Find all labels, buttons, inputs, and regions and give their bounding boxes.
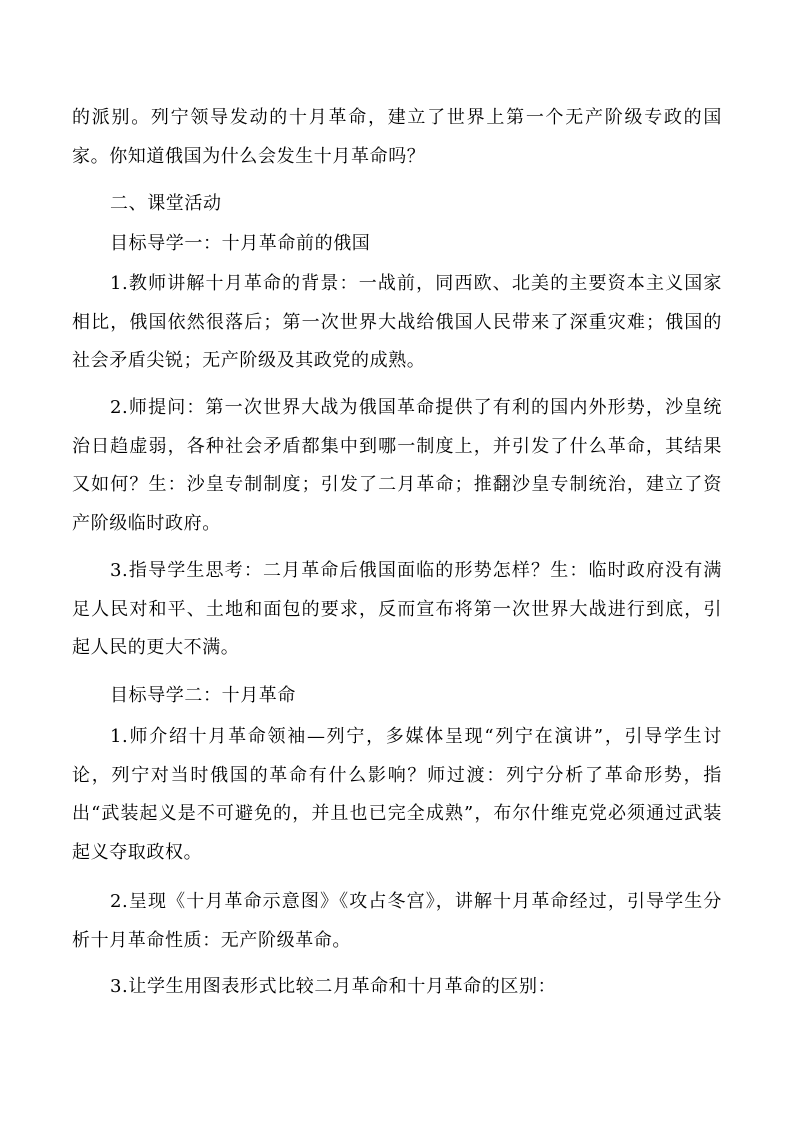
section-heading-text: 二、课堂活动	[110, 193, 222, 214]
goal-two-item-1-text: 1.师介绍十月革命领袖—列宁，多媒体呈现“列宁在演讲”，引导学生讨论，列宁对当时俄国的革命有什么影响？师过渡：列宁分析了革命形势，指出“武装起义是不可避免的，并且也已完全成熟”，布尔什维克党必须通过武装起义夺取政权。	[72, 726, 722, 863]
goal-two-title	[72, 677, 722, 716]
goal-one-title-text: 目标导学一：十月革命前的俄国	[110, 233, 371, 254]
goal-two-item-2	[72, 883, 722, 960]
goal-one-item-3-text: 3.指导学生思考：二月革命后俄国面临的形势怎样？生：临时政府没有满足人民对和平、土地和面包的要求，反而宣布将第一次世界大战进行到底，引起人民的更大不满。	[72, 560, 722, 658]
goal-one-item-3	[72, 552, 722, 668]
intro-text: 的派别。列宁领导发动的十月革命，建立了世界上第一个无产阶级专政的国家。你知道俄国为什么会发生十月革命吗？	[72, 107, 722, 167]
goal-two-item-3-text: 3.让学生用图表形式比较二月革命和十月革命的区别：	[110, 976, 557, 997]
goal-one-item-1-text: 1.教师讲解十月革命的背景：一战前，同西欧、北美的主要资本主义国家相比，俄国依然很落后；第一次世界大战给俄国人民带来了深重灾难；俄国的社会矛盾尖锐；无产阶级及其政党的成熟。	[72, 273, 722, 371]
goal-two-item-1	[72, 718, 722, 872]
goal-two-item-3	[72, 968, 722, 1007]
goal-two-title-text: 目标导学二：十月革命	[110, 685, 296, 706]
goal-one-item-2-text: 2.师提问：第一次世界大战为俄国革命提供了有利的国内外形势，沙皇统治日趋虚弱，各种社会矛盾都集中到哪一制度上，并引发了什么革命，其结果又如何？生：沙皇专制制度；引发了二月革命；推翻沙皇专制统治，建立了资产阶级临时政府。	[72, 397, 722, 534]
intro-paragraph	[72, 99, 722, 176]
goal-two-item-2-text: 2.呈现《十月革命示意图》《攻占冬宫》，讲解十月革命经过，引导学生分析十月革命性质：无产阶级革命。	[72, 891, 722, 951]
goal-one-title	[72, 225, 722, 264]
goal-one-item-2	[72, 389, 722, 543]
goal-one-item-1	[72, 265, 722, 381]
section-heading	[72, 185, 722, 224]
